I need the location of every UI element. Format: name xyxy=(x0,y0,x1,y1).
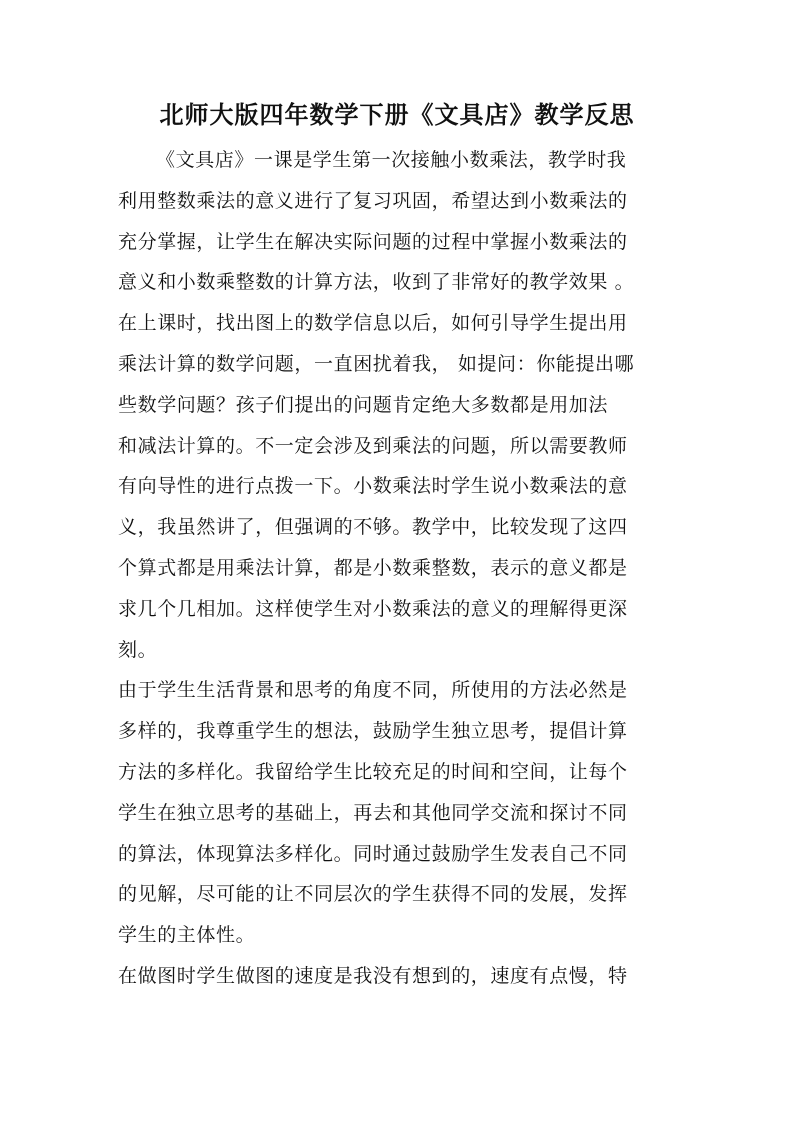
text-line: 在上课时，找出图上的数学信息以后，如何引导学生提出用 xyxy=(118,312,628,335)
text-line: 求几个几相加。这样使学生对小数乘法的意义的理解得更深 xyxy=(118,597,628,620)
text-line: 学生的主体性。 xyxy=(118,924,256,947)
text-line: 义，我虽然讲了，但强调的不够。教学中，比较发现了这四 xyxy=(118,516,628,539)
text-line: 的见解，尽可能的让不同层次的学生获得不同的发展，发挥 xyxy=(118,883,628,906)
text-line: 学生在独立思考的基础上，再去和其他同学交流和探讨不同 xyxy=(118,801,628,824)
text-line: 和减法计算的。不一定会涉及到乘法的问题，所以需要教师 xyxy=(118,434,628,457)
text-line: 意义和小数乘整数的计算方法，收到了非常好的教学效果 。 xyxy=(118,271,635,294)
text-line: 在做图时学生做图的速度是我没有想到的，速度有点慢，特 xyxy=(118,964,628,987)
text-line: 个算式都是用乘法计算，都是小数乘整数，表示的意义都是 xyxy=(118,556,628,579)
text-line: 刻。 xyxy=(118,638,158,661)
text-line: 乘法计算的数学问题，一直困扰着我， 如提问：你能提出哪 xyxy=(118,352,635,375)
text-line: 充分掌握，让学生在解决实际问题的过程中掌握小数乘法的 xyxy=(118,230,628,253)
text-line: 多样的，我尊重学生的想法，鼓励学生独立思考，提倡计算 xyxy=(118,720,628,743)
text-line: 的算法，体现算法多样化。同时通过鼓励学生发表自己不同 xyxy=(118,842,628,865)
text-line: 《文具店》一课是学生第一次接触小数乘法，教学时我 xyxy=(156,149,627,171)
document-title: 北师大版四年数学下册《文具店》教学反思 xyxy=(159,100,635,129)
text-line: 利用整数乘法的意义进行了复习巩固，希望达到小数乘法的 xyxy=(118,189,628,212)
text-line: 有向导性的进行点拨一下。小数乘法时学生说小数乘法的意 xyxy=(118,475,628,498)
text-line: 方法的多样化。我留给学生比较充足的时间和空间，让每个 xyxy=(118,760,628,783)
text-line: 由于学生生活背景和思考的角度不同，所使用的方法必然是 xyxy=(118,679,628,702)
document-body xyxy=(118,140,678,997)
text-line: 些数学问题？孩子们提出的问题肯定绝大多数都是用加法 xyxy=(118,393,609,416)
